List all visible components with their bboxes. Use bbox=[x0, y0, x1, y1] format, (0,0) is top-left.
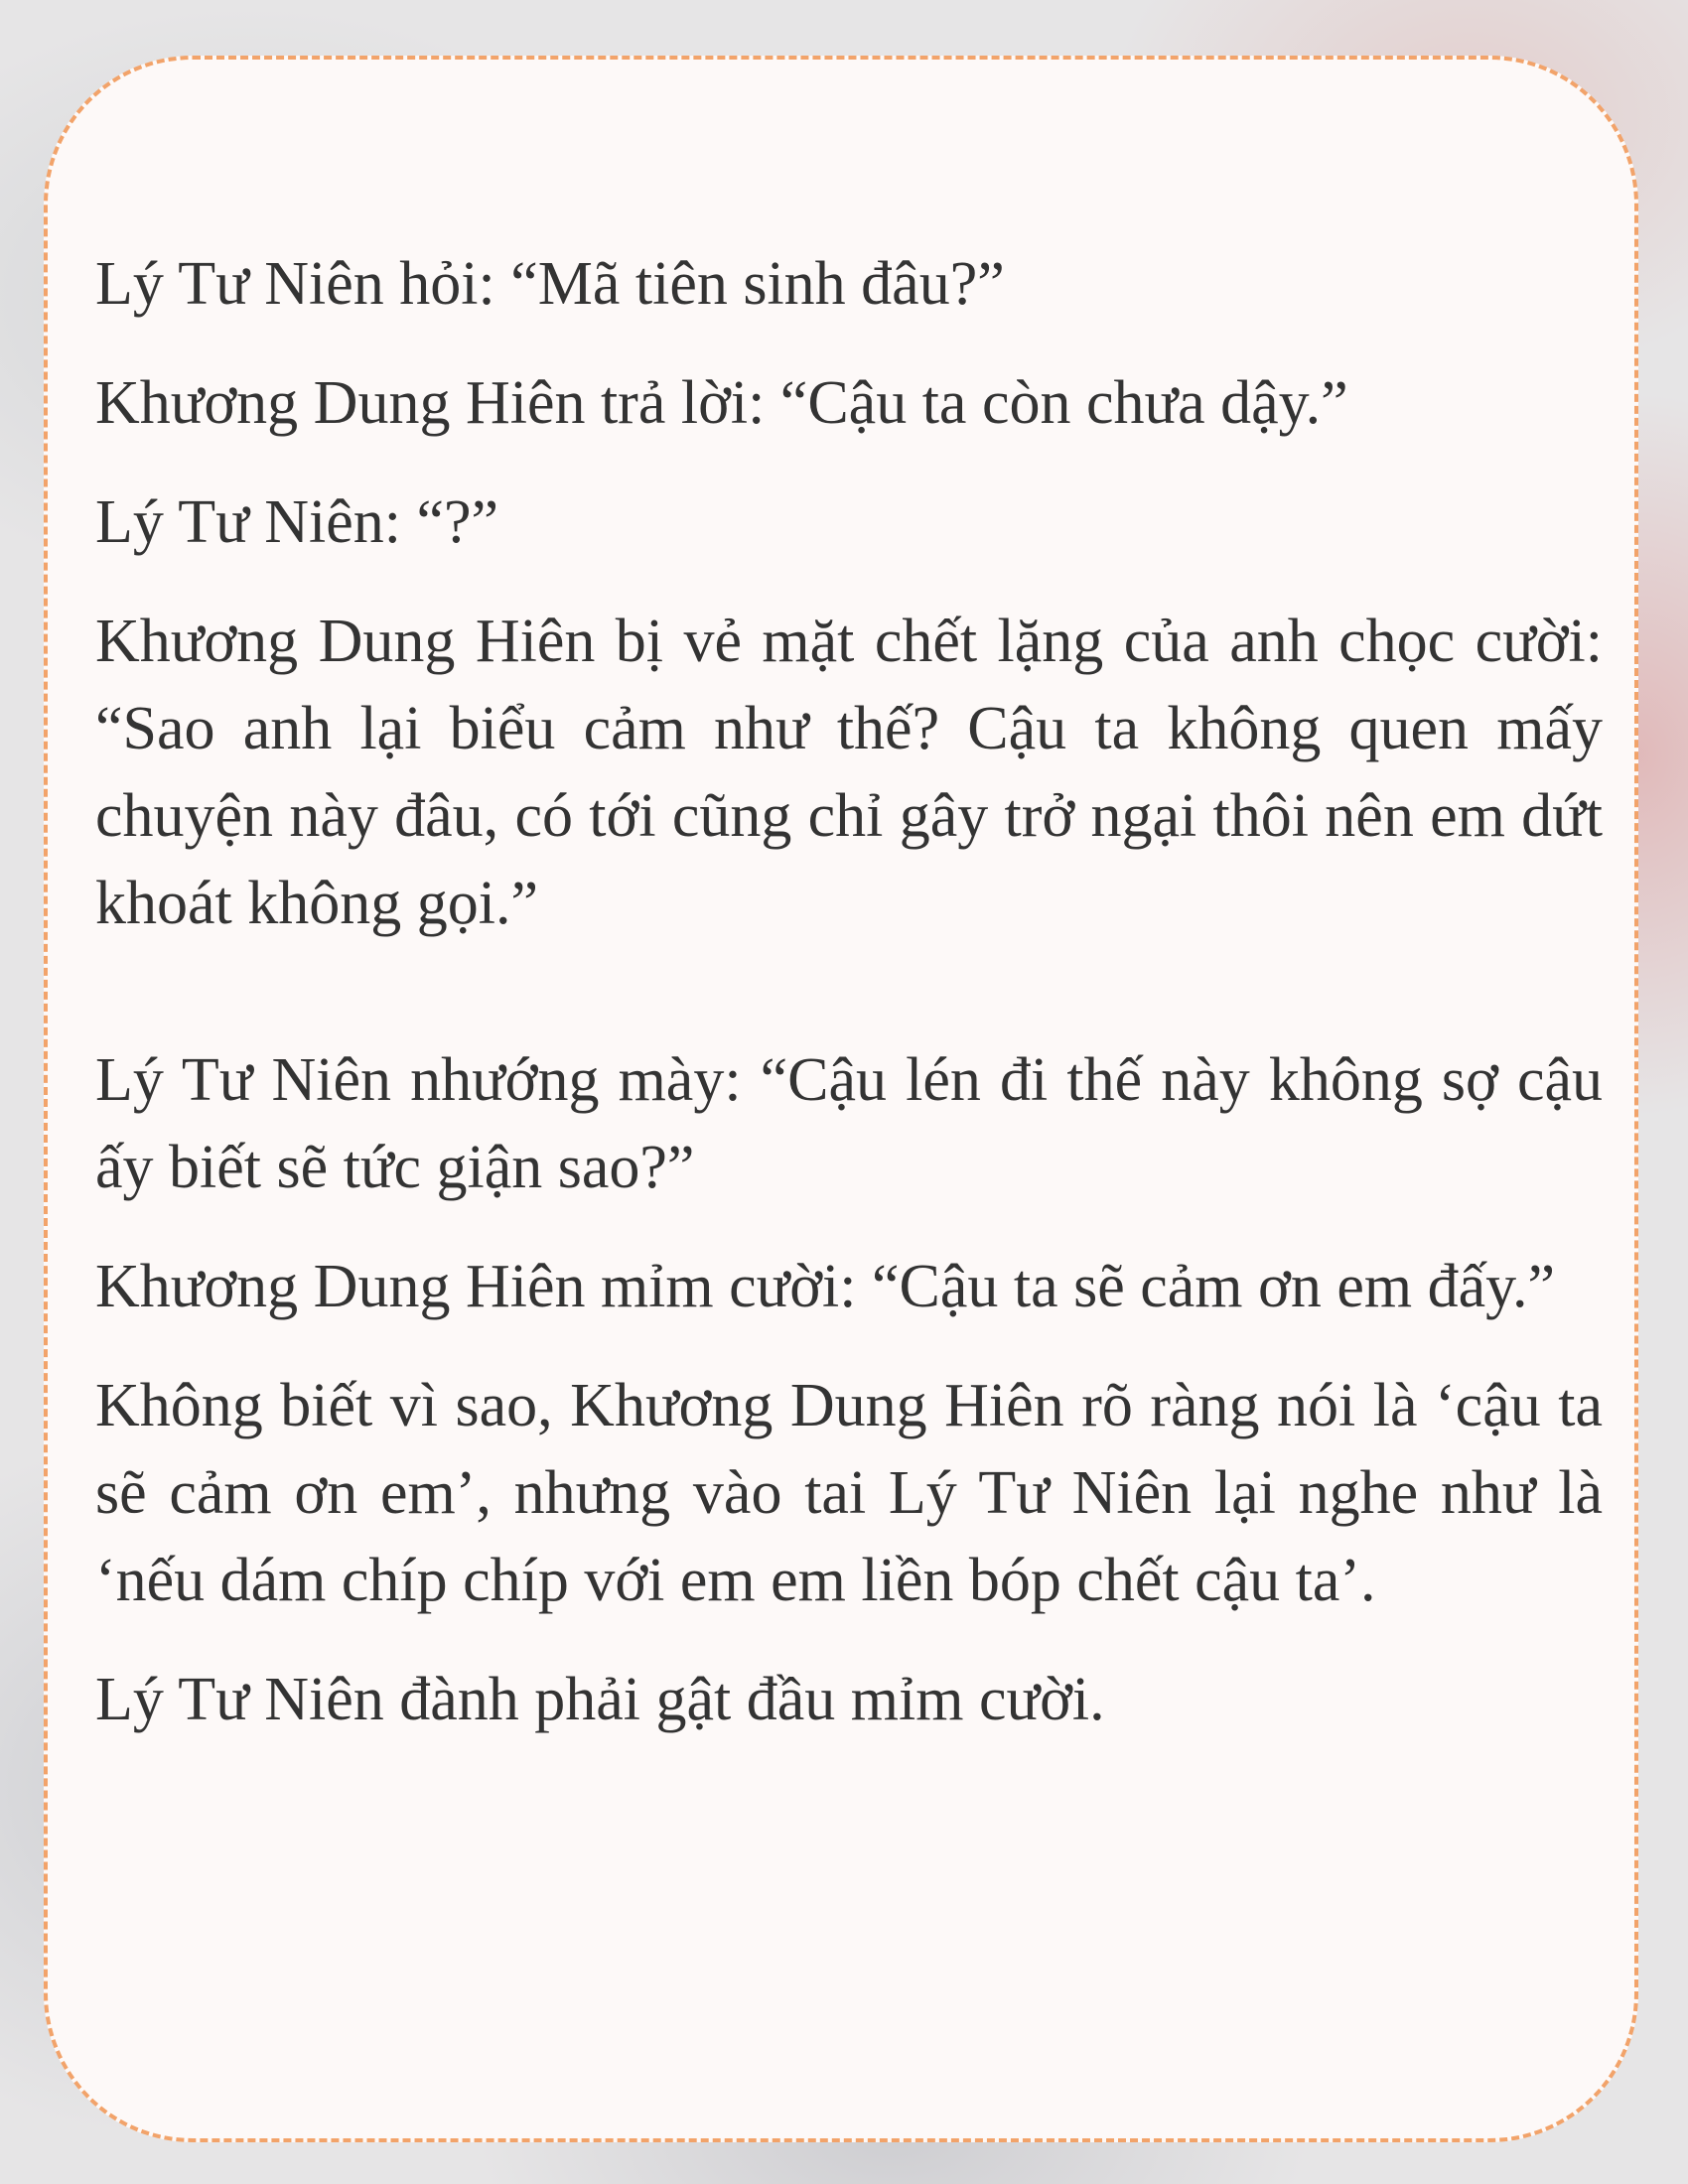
paragraph-2: Khương Dung Hiên trả lời: “Cậu ta còn chưa dậy.” bbox=[95, 369, 1348, 437]
paragraph-1: Lý Tư Niên hỏi: “Mã tiên sinh đâu?” bbox=[95, 250, 1005, 318]
paragraph-3: Lý Tư Niên: “?” bbox=[95, 488, 499, 556]
paragraph-8: Lý Tư Niên đành phải gật đầu mỉm cười. bbox=[95, 1666, 1105, 1733]
paragraph-7: Không biết vì sao, Khương Dung Hiên rõ ràng nói là ‘cậu ta sẽ cảm ơn em’, nhưng vào tai Lý Tư Niên lại nghe như là ‘nếu dám chíp chíp với em em liền bóp chết cậu ta’. bbox=[95, 1372, 1603, 1614]
story-text bbox=[95, 240, 1603, 1743]
paragraph-6: Khương Dung Hiên mỉm cười: “Cậu ta sẽ cảm ơn em đấy.” bbox=[95, 1253, 1556, 1320]
paragraph-5: Lý Tư Niên nhướng mày: “Cậu lén đi thế này không sợ cậu ấy biết sẽ tức giận sao?” bbox=[95, 1046, 1603, 1201]
paragraph-4: Khương Dung Hiên bị vẻ mặt chết lặng của anh chọc cười: “Sao anh lại biểu cảm như thế? Cậu ta không quen mấy chuyện này đâu, có tới cũng chỉ gây trở ngại thôi nên em dứt khoát không gọi.” bbox=[95, 608, 1603, 937]
